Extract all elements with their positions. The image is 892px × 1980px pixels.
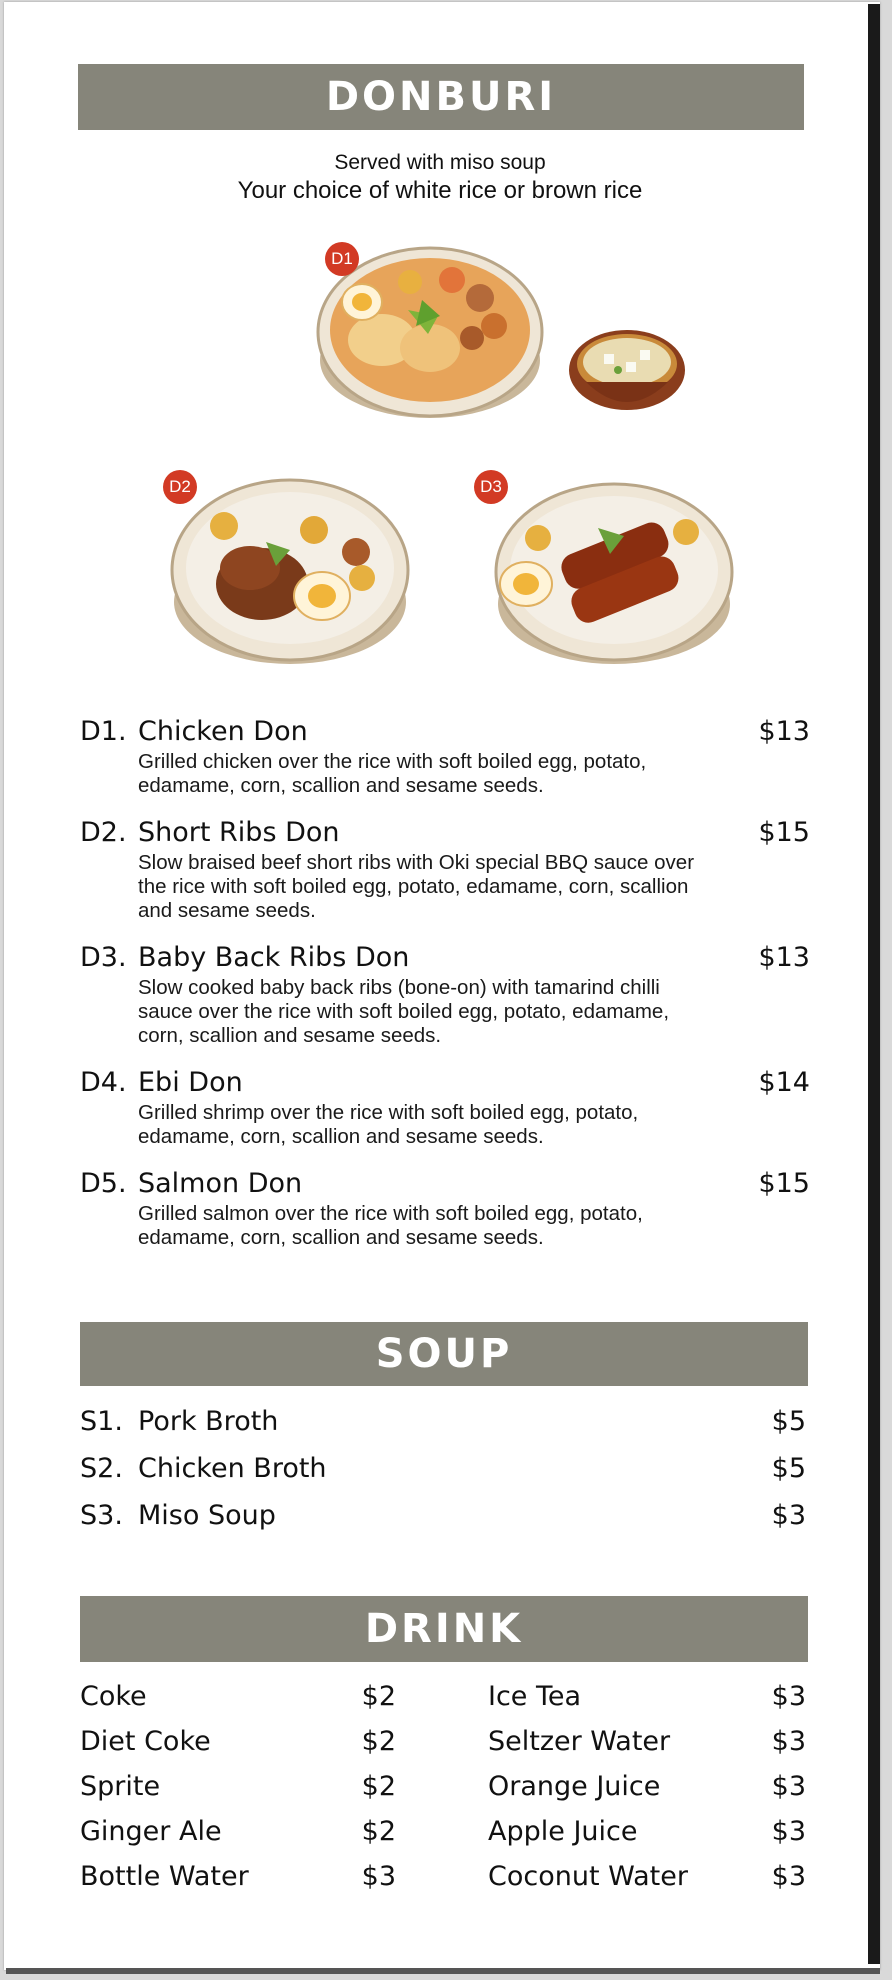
page-edge-shadow xyxy=(868,4,880,1964)
drink-price: $2 xyxy=(361,1681,396,1712)
item-code: S3. xyxy=(80,1500,123,1531)
drink-name: Apple Juice xyxy=(488,1816,638,1847)
drink-item xyxy=(488,1861,806,1897)
photo-baby-back-ribs-don xyxy=(490,476,738,672)
donburi-banner xyxy=(78,64,804,130)
menu-item-d3 xyxy=(80,942,810,1056)
item-name: Chicken Broth xyxy=(138,1453,327,1484)
drink-item xyxy=(488,1681,806,1717)
page-bottom-shadow xyxy=(6,1968,880,1974)
soup-item-s3 xyxy=(80,1500,806,1536)
drink-item xyxy=(80,1771,396,1807)
item-price: $14 xyxy=(758,1067,810,1098)
item-name: Salmon Don xyxy=(138,1168,303,1199)
drink-price: $2 xyxy=(361,1726,396,1757)
item-code: S1. xyxy=(80,1406,123,1437)
donburi-subtitle-1: Served with miso soup xyxy=(334,151,546,174)
item-description: Grilled salmon over the rice with soft boiled egg, potato, edamame, corn, scallion and sesame seeds. xyxy=(138,1202,643,1249)
item-description: Grilled chicken over the rice with soft boiled egg, potato, edamame, corn, scallion and sesame seeds. xyxy=(138,750,647,797)
drink-name: Coke xyxy=(80,1681,147,1712)
drink-price: $3 xyxy=(771,1681,806,1712)
drink-name: Bottle Water xyxy=(80,1861,249,1892)
drink-price: $3 xyxy=(771,1816,806,1847)
soup-item-s2 xyxy=(80,1453,806,1489)
item-code: S2. xyxy=(80,1453,123,1484)
item-code: D3. xyxy=(80,942,127,973)
drink-item xyxy=(488,1816,806,1852)
soup-item-s1 xyxy=(80,1406,806,1442)
photo-short-ribs-don xyxy=(166,472,414,672)
item-description: Slow braised beef short ribs with Oki special BBQ sauce over the rice with soft boiled egg, potato, edamame, corn, scallion and sesame seeds. xyxy=(138,851,695,922)
drink-item xyxy=(80,1816,396,1852)
donburi-title: DONBURI xyxy=(325,74,557,120)
drink-name: Seltzer Water xyxy=(488,1726,671,1757)
item-name: Ebi Don xyxy=(138,1067,243,1098)
item-code: D2. xyxy=(80,817,127,848)
drink-item xyxy=(488,1726,806,1762)
item-price: $3 xyxy=(771,1500,806,1531)
photo-miso-soup xyxy=(566,322,688,426)
drink-name: Ginger Ale xyxy=(80,1816,222,1847)
drink-title: DRINK xyxy=(364,1606,524,1652)
item-description: Grilled shrimp over the rice with soft boiled egg, potato, edamame, corn, scallion and sesame seeds. xyxy=(138,1101,639,1148)
drink-name: Diet Coke xyxy=(80,1726,211,1757)
item-name: Baby Back Ribs Don xyxy=(138,942,410,973)
drink-price: $3 xyxy=(361,1861,396,1892)
menu-item-d1 xyxy=(80,716,810,806)
item-price: $15 xyxy=(758,817,810,848)
drink-name: Coconut Water xyxy=(488,1861,688,1892)
item-name: Short Ribs Don xyxy=(138,817,340,848)
drink-item xyxy=(80,1861,396,1897)
drink-price: $2 xyxy=(361,1816,396,1847)
item-price: $15 xyxy=(758,1168,810,1199)
item-price: $5 xyxy=(771,1453,806,1484)
drink-banner xyxy=(80,1596,808,1662)
photo-label-d1: D1 xyxy=(325,242,359,276)
drink-name: Ice Tea xyxy=(488,1681,582,1712)
drink-price: $3 xyxy=(771,1861,806,1892)
menu-item-d4 xyxy=(80,1067,810,1157)
drink-item xyxy=(488,1771,806,1807)
soup-title: SOUP xyxy=(375,1331,513,1377)
drink-price: $2 xyxy=(361,1771,396,1802)
item-code: D1. xyxy=(80,716,127,747)
item-name: Pork Broth xyxy=(138,1406,279,1437)
item-code: D5. xyxy=(80,1168,127,1199)
photo-label-d2: D2 xyxy=(163,470,197,504)
drink-name: Sprite xyxy=(80,1771,161,1802)
menu-item-d2 xyxy=(80,817,810,931)
menu-item-d5 xyxy=(80,1168,810,1258)
drink-name: Orange Juice xyxy=(488,1771,661,1802)
drink-price: $3 xyxy=(771,1771,806,1802)
drink-price: $3 xyxy=(771,1726,806,1757)
drink-item xyxy=(80,1681,396,1717)
item-price: $5 xyxy=(771,1406,806,1437)
photo-label-d3: D3 xyxy=(474,470,508,504)
drink-item xyxy=(80,1726,396,1762)
item-code: D4. xyxy=(80,1067,127,1098)
item-price: $13 xyxy=(758,716,810,747)
item-name: Chicken Don xyxy=(138,716,308,747)
donburi-subtitle-2: Your choice of white rice or brown rice xyxy=(237,177,643,204)
item-name: Miso Soup xyxy=(138,1500,276,1531)
item-description: Slow cooked baby back ribs (bone-on) with tamarind chilli sauce over the rice with soft boiled egg, potato, edamame, corn, scallion and sesame seeds. xyxy=(138,976,670,1047)
item-price: $13 xyxy=(758,942,810,973)
soup-banner xyxy=(80,1322,808,1386)
